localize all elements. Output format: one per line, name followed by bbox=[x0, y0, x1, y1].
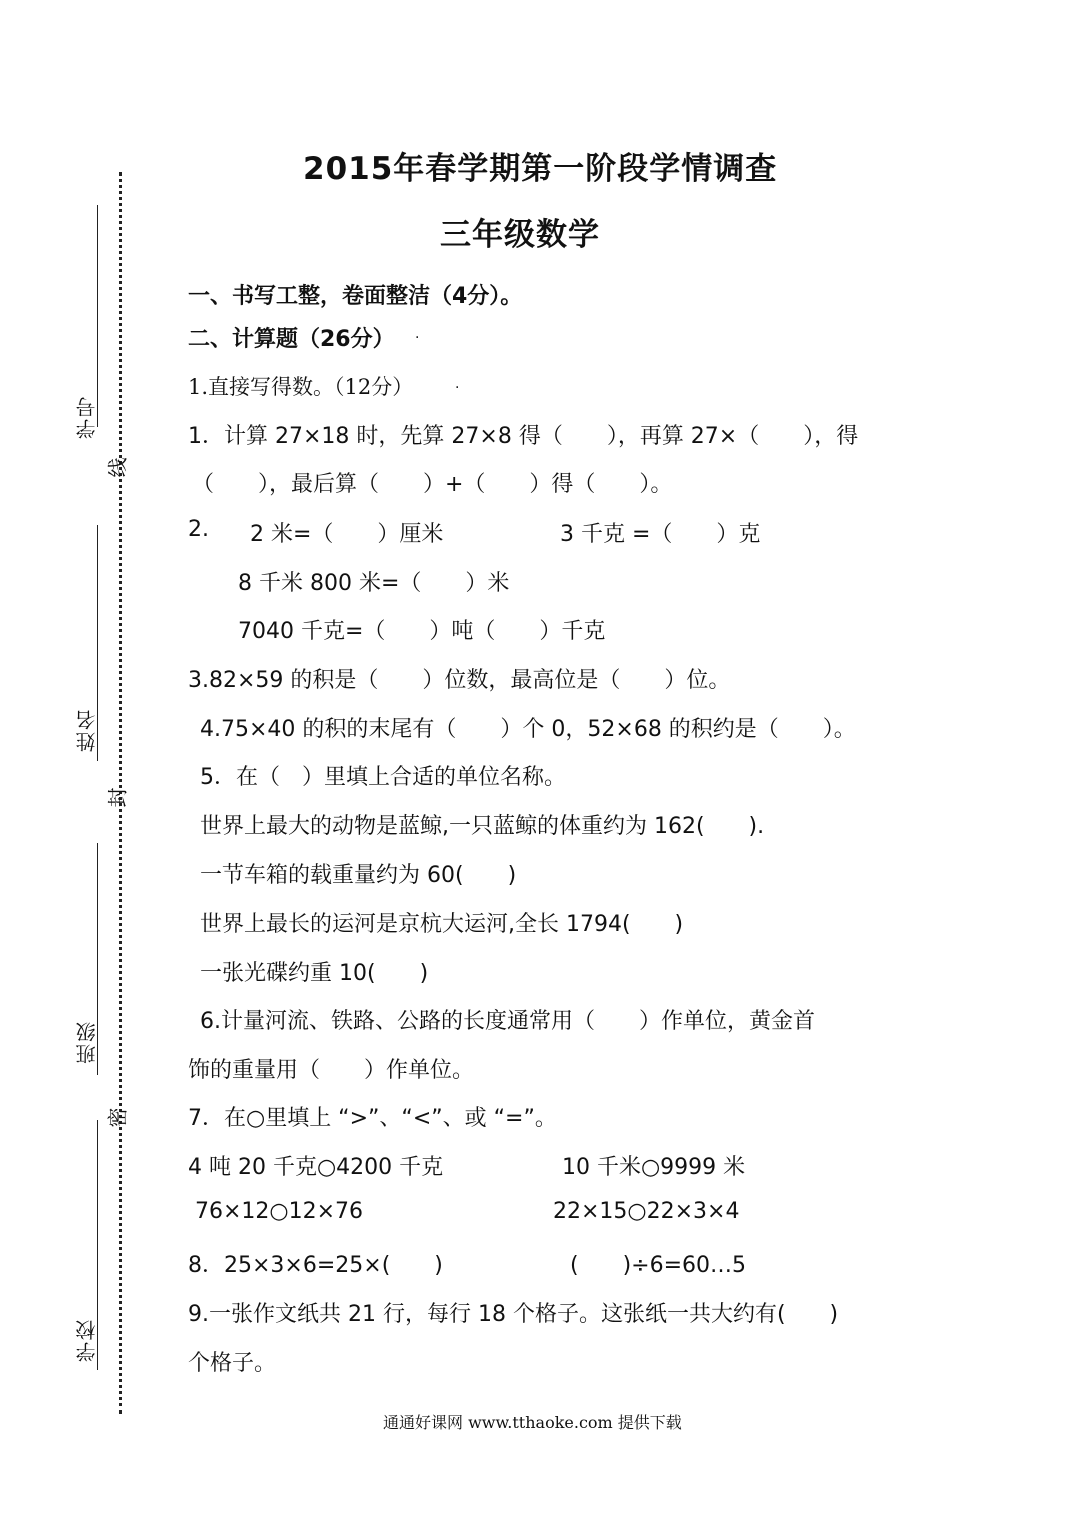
question-8-item-a: 8．25×3×6=25×( ) bbox=[188, 1253, 443, 1278]
question-1-line-2: （ ），最后算（ ）+（ ）得（ ）。 bbox=[192, 472, 673, 497]
question-2-item-c: 8 千米 800 米=（ ）米 bbox=[238, 571, 510, 596]
question-5-item-d: 一张光碟约重 10( ) bbox=[200, 961, 429, 986]
question-7-item-d: 22×15○22×3×4 bbox=[553, 1199, 740, 1224]
question-2-item-a: 2 米=（ ）厘米 bbox=[250, 522, 444, 547]
question-6-line-2: 饰的重量用（ ）作单位。 bbox=[188, 1058, 475, 1083]
subsection-1-mark: . bbox=[455, 376, 460, 392]
student-no-label: 学号 bbox=[75, 395, 99, 439]
seal-char-secret: 密 bbox=[105, 1107, 130, 1128]
question-2-item-b: 3 千克 =（ ）克 bbox=[560, 522, 761, 547]
subsection-1-heading: 1.直接写得数。（12分） bbox=[188, 375, 414, 399]
question-2-item-d: 7040 千克=（ ）吨（ ）千克 bbox=[238, 619, 606, 644]
question-5-item-c: 世界上最长的运河是京杭大运河,全长 1794( ) bbox=[200, 912, 684, 937]
school-label: 学校 bbox=[75, 1318, 99, 1362]
seal-char-line: 线 bbox=[105, 457, 130, 478]
question-9-line-1: 9.一张作文纸共 21 行，每行 18 个格子。这张纸一共大约有( ) bbox=[188, 1302, 839, 1327]
question-6-line-1: 6.计量河流、铁路、公路的长度通常用（ ）作单位，黄金首 bbox=[200, 1009, 815, 1034]
question-7: 7．在○里填上 “>”、“<”、或 “=”。 bbox=[188, 1106, 557, 1131]
section-2-heading: 二、计算题（26分） bbox=[188, 327, 395, 352]
question-2-label: 2. bbox=[188, 517, 209, 542]
question-4: 4.75×40 的积的末尾有（ ）个 0，52×68 的积约是（ ）。 bbox=[200, 717, 856, 742]
section-2-mark: . bbox=[415, 326, 420, 342]
question-7-item-c: 76×12○12×76 bbox=[195, 1199, 364, 1224]
question-5-item-b: 一节车箱的载重量约为 60( ) bbox=[200, 863, 517, 888]
question-9-line-2: 个格子。 bbox=[188, 1351, 277, 1376]
page-footer: 通通好课网 www.tthaoke.com 提供下载 bbox=[383, 1413, 682, 1432]
question-5: 5．在（ ）里填上合适的单位名称。 bbox=[200, 765, 566, 790]
question-7-item-b: 10 千米○9999 米 bbox=[562, 1155, 746, 1180]
class-label: 班级 bbox=[75, 1020, 99, 1064]
question-1-line-1: 1．计算 27×18 时，先算 27×8 得（ ），再算 27×（ ），得 bbox=[188, 424, 859, 449]
seal-char-seal: 封 bbox=[105, 787, 130, 808]
page-subtitle: 三年级数学 bbox=[440, 217, 600, 253]
question-8-item-b: ( )÷6=60…5 bbox=[570, 1253, 747, 1278]
question-3: 3.82×59 的积是（ ）位数，最高位是（ ）位。 bbox=[188, 668, 731, 693]
section-1-heading: 一、书写工整，卷面整洁（4分）。 bbox=[188, 284, 523, 309]
student-no-blank bbox=[97, 205, 98, 427]
name-label: 姓名 bbox=[75, 708, 99, 752]
page-title: 2015年春学期第一阶段学情调查 bbox=[303, 151, 778, 187]
question-7-item-a: 4 吨 20 千克○4200 千克 bbox=[188, 1155, 444, 1180]
question-5-item-a: 世界上最大的动物是蓝鲸,一只蓝鲸的体重约为 162( ). bbox=[200, 814, 765, 839]
